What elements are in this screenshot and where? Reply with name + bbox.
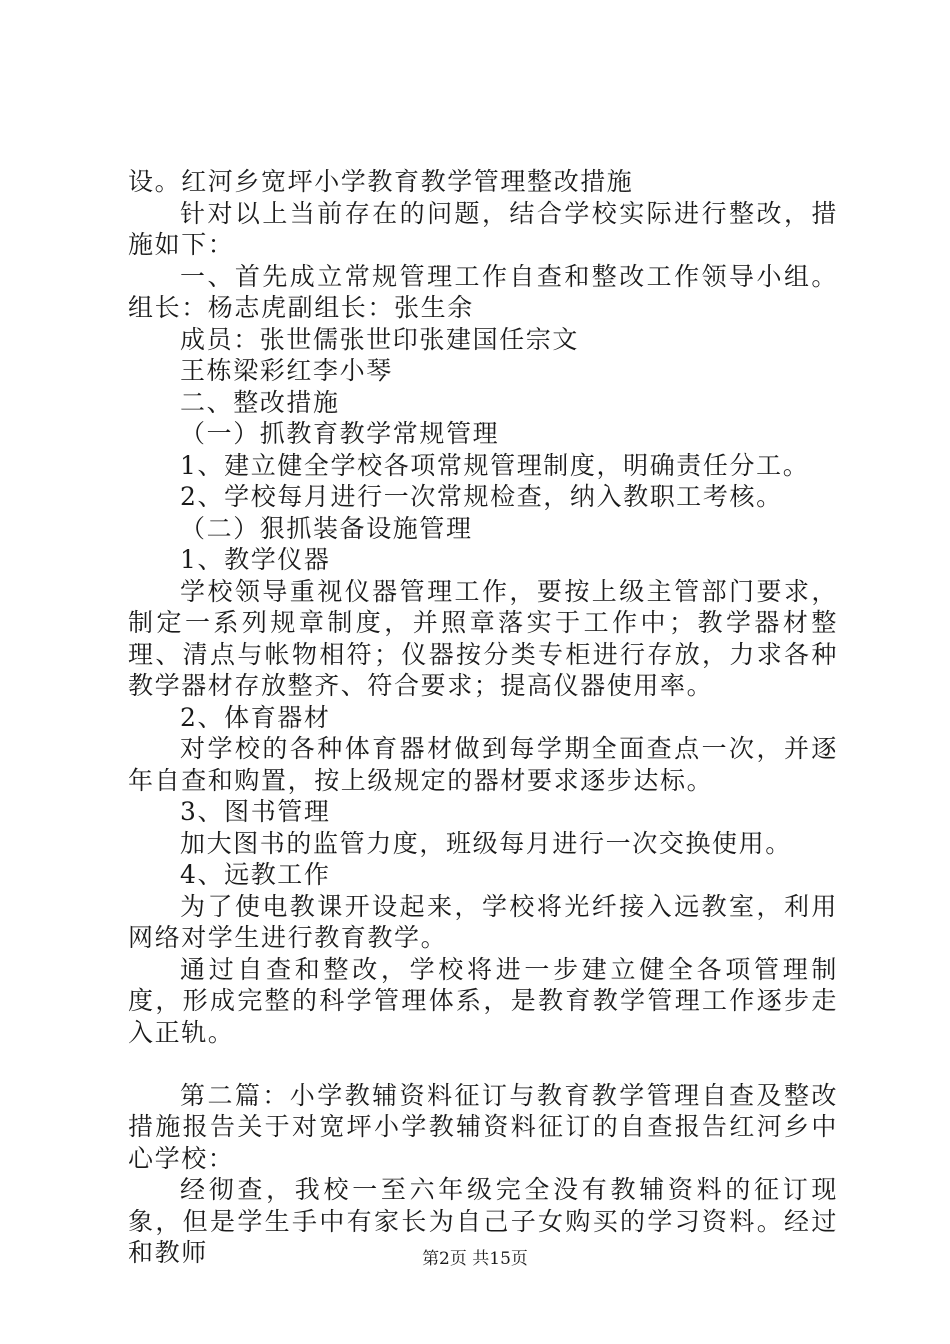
paragraph: 第二篇：小学教辅资料征订与教育教学管理自查及整改措施报告关于对宽坪小学教辅资料征订的自查报告红河乡中心学校： [128, 1080, 838, 1173]
paragraph: 成员：张世儒张世印张建国任宗文 [180, 324, 580, 354]
paragraph: 1、建立健全学校各项常规管理制度，明确责任分工。 [180, 450, 810, 480]
paragraph: 通过自查和整改，学校将进一步建立健全各项管理制度，形成完整的科学管理体系，是教育教学管理工作逐步走入正轨。 [128, 954, 838, 1047]
paragraph: 经彻查，我校一至六年级完全没有教辅资料的征订现象，但是学生手中有家长为自己子女购买的学习资料。经过和教师 [128, 1175, 838, 1267]
item-heading: 2、体育器材 [180, 702, 331, 732]
subsection-heading: （一）抓教育教学常规管理 [180, 419, 500, 448]
item-heading: 1、教学仪器 [180, 545, 331, 574]
item-heading: 3、图书管理 [180, 797, 331, 826]
paragraph: 设。红河乡宽坪小学教育教学管理整改措施 [128, 167, 634, 196]
paragraph: 对学校的各种体育器材做到每学期全面查点一次，并逐年自查和购置，按上级规定的器材要求逐步达标。 [128, 734, 838, 795]
paragraph: 加大图书的监管力度，班级每月进行一次交换使用。 [180, 828, 792, 858]
paragraph: 针对以上当前存在的问题，结合学校实际进行整改，措施如下： [128, 198, 838, 259]
paragraph-gap [128, 1048, 838, 1080]
paragraph: 2、学校每月进行一次常规检查，纳入教职工考核。 [180, 482, 783, 511]
subsection-heading: （二）狠抓装备设施管理 [180, 513, 473, 543]
paragraph: 为了使电教课开设起来，学校将光纤接入远教室，利用网络对学生进行教育教学。 [128, 891, 838, 952]
paragraph: 王栋梁彩红李小琴 [180, 356, 393, 385]
page-number-label: 第2页 共15页 [422, 1249, 528, 1269]
section-heading: 二、整改措施 [180, 387, 340, 417]
document-body [128, 166, 838, 1269]
paragraph: 学校领导重视仪器管理工作，要按上级主管部门要求，制定一系列规章制度，并照章落实于工作中；教学器材整理、清点与帐物相符；仪器按分类专柜进行存放，力求各种教学器材存放整齐、符合要求；提高仪器使用率。 [128, 576, 838, 700]
page-footer [0, 1244, 950, 1269]
paragraph: 一、首先成立常规管理工作自查和整改工作领导小组。组长：杨志虎副组长：张生余 [128, 261, 838, 322]
item-heading: 4、远教工作 [180, 860, 331, 889]
